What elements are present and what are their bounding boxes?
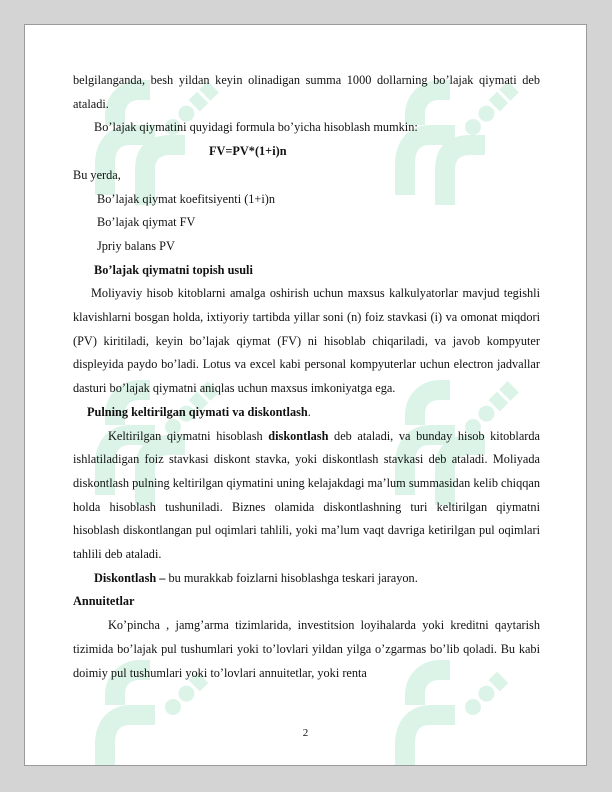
discounting-text-after: deb ataladi, va bunday hisob kitoblarda ishlatiladigan foiz stavkasi diskont stavka, yoki diskontlash stavkasi deb ataladi. Moliyada diskontlash pulning keltirilgan qiymatini uning kelajakdagi ma’lum summasidan kelib chiqqan holda hisoblash tushuniladi. Biznes olamida diskontlashning turi keltirilgan qiymatni hisoblash diskontlangan pul oqimlari tahlili, yoki ma’lum vaqt davriga ketirilgan pul oqimlari tahlili deb ataladi. <box>73 428 540 562</box>
paragraph-discount-definition <box>73 567 540 591</box>
discount-definition-rest: bu murakkab foizlarni hisoblashga teskari jarayon. <box>165 570 418 585</box>
heading-future-value: Bo’lajak qiymatni topish usuli <box>94 262 253 277</box>
definition-fv: Bo’lajak qiymat FV <box>97 215 196 230</box>
paragraph-discounting <box>73 425 540 567</box>
heading-present-value-dot: . <box>307 404 311 419</box>
heading-present-value-text: Pulning keltirilgan qiymati va diskontlash <box>87 404 308 419</box>
paragraph-annuities: Ko’pincha , jamg’arma tizimlarida, investitsion loyihalarda yoki kreditni qaytarish tizimida bo’lajak pul tushumlari yoki to’lovlari yildan yilga o’zgarmas bo’lib qoladi. Bu kabi doimiy pul tushumlari yoki to’lovlari annuitetlar, yoki renta <box>73 618 540 680</box>
paragraph-formula-intro: Bo’lajak qiymatini quyidagi formula bo’yicha hisoblash mumkin: <box>94 120 418 135</box>
paragraph-intro: belgilanganda, besh yildan keyin olinadigan summa 1000 dollarning bo’lajak qiymati deb ataladi. <box>73 73 540 111</box>
discount-definition-term: Diskontlash – <box>94 570 166 585</box>
heading-present-value <box>73 401 540 425</box>
definition-coefficient: Bo’lajak qiymat koefitsiyenti (1+i)n <box>97 191 276 206</box>
discounting-bold-term: diskontlash <box>268 428 329 443</box>
page-number: 2 <box>302 727 309 739</box>
definition-pv: Jpriy balans PV <box>97 238 175 253</box>
discounting-text-before: Keltirilgan qiymatni hisoblash <box>108 428 269 443</box>
heading-annuities: Annuitetlar <box>73 594 135 609</box>
bu-yerda-label: Bu yerda, <box>73 167 121 182</box>
document-body <box>73 69 540 685</box>
formula: FV=PV*(1+i)n <box>209 144 287 159</box>
document-page <box>24 24 587 766</box>
paragraph-calculators: Moliyaviy hisob kitoblarni amalga oshirish uchun maxsus kalkulyatorlar mavjud tegishli klavishlarni bosgan holda, ixtiyoriy tartibda yillar soni (n) foiz stavkasi (i) va omonat miqdori (PV) kiritiladi, keyin bo’lajak qiymat (FV) ni hisoblab chiqariladi, va javob kompyuter displeyida paydo bo’ladi. Lotus va excel kabi personal kompyuterlar uchun electron jadvallar dasturi bo’lajak qiymatni aniqlas uchun maxsus imkoniyatga ega. <box>73 286 540 396</box>
